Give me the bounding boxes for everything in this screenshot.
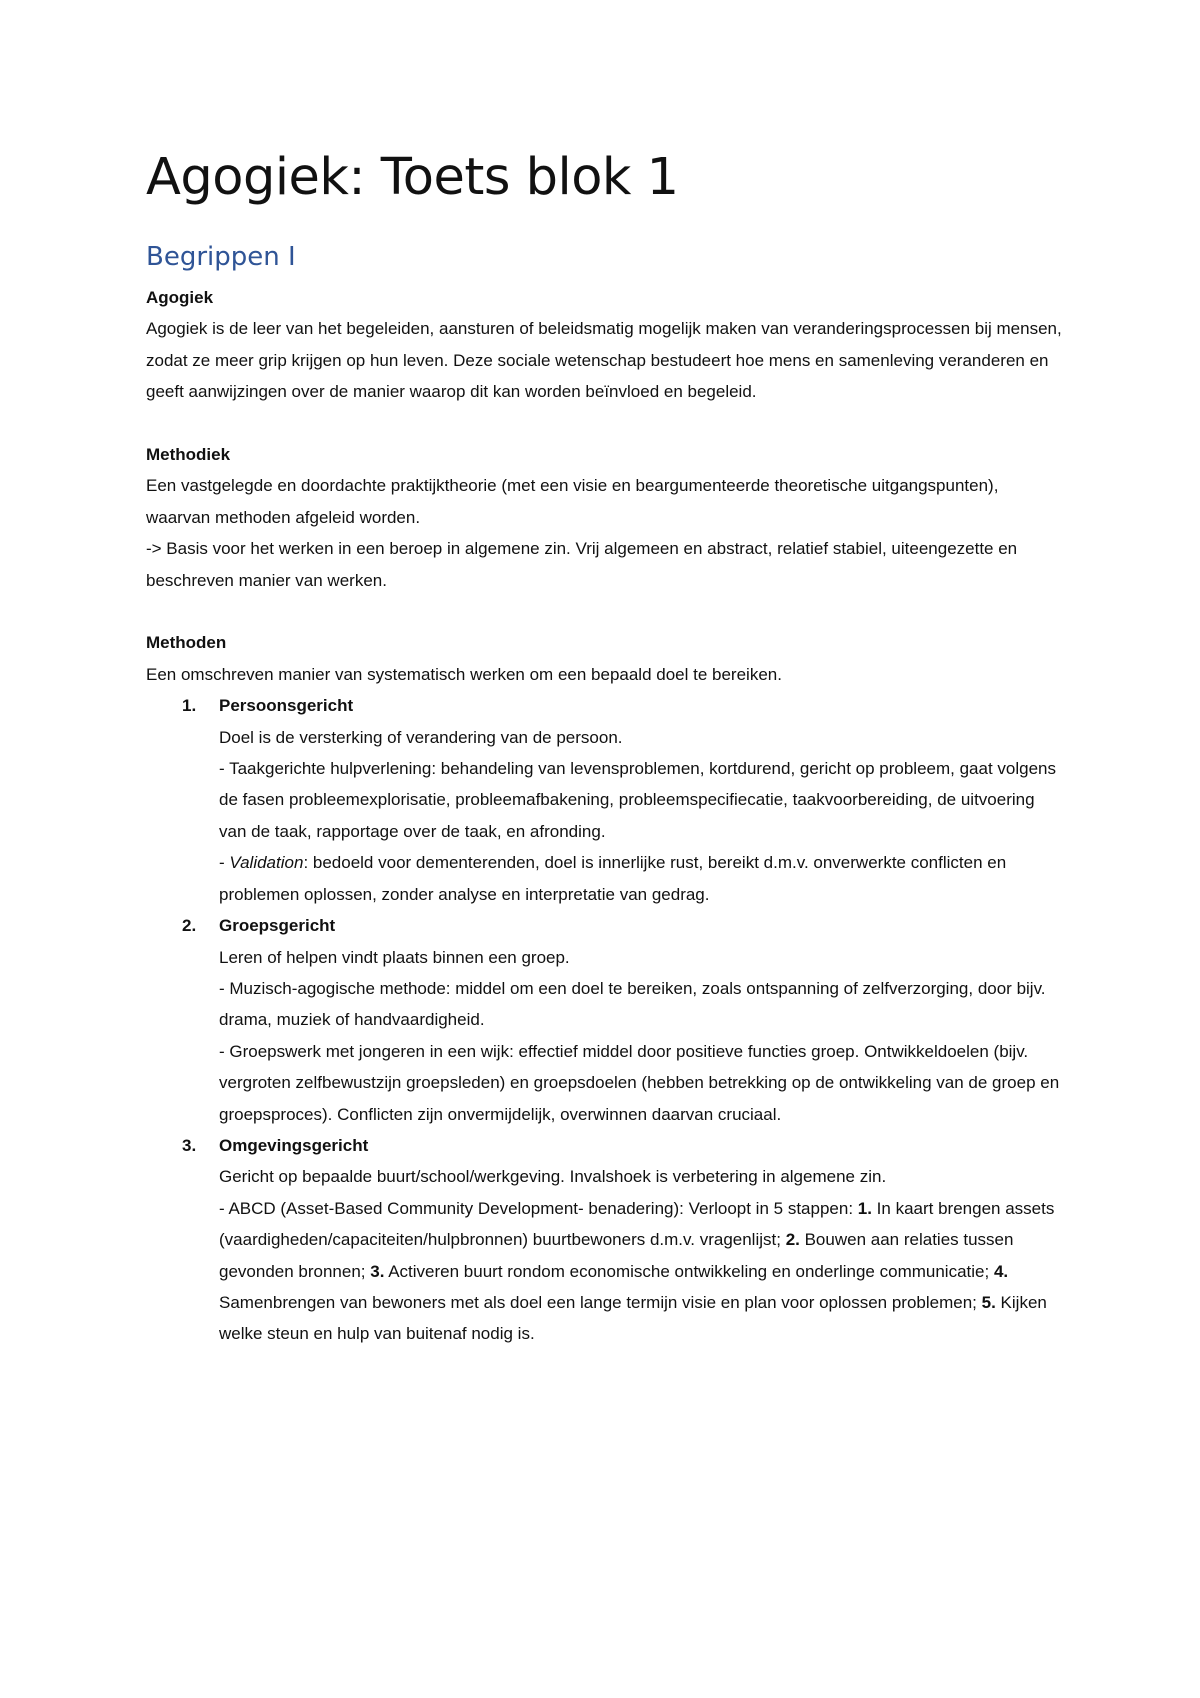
list-number: 3. <box>182 1135 197 1155</box>
paragraph-spacer <box>146 408 1066 439</box>
term-note: -> Basis voor het werken in een beroep in algemene zin. Vrij algemeen en abstract, relatief stabiel, uiteengezette en beschreven manier van werken. <box>146 539 1018 590</box>
method-point: - Muzisch-agogische methode: middel om een doel te bereiken, zoals ontspanning of zelfverzorging, door bijv. drama, muziek of handvaardigheid. <box>219 978 1046 1030</box>
document-body <box>146 282 1066 1350</box>
method-intro: Leren of helpen vindt plaats binnen een groep. <box>219 947 570 967</box>
section-heading: Begrippen I <box>146 242 296 272</box>
point-text: : bedoeld voor dementerenden, doel is innerlijke rust, bereikt d.m.v. onverwerkte conflicten en problemen oplossen, zonder analyse en interpretatie van gedrag. <box>219 853 1007 904</box>
document-title: Agogiek: Toets blok 1 <box>146 148 679 207</box>
method-title: Groepsgericht <box>219 916 336 936</box>
step-text: Kijken welke steun en hulp van buitenaf nodig is. <box>219 1292 1047 1344</box>
term-title: Methoden <box>146 633 227 653</box>
list-number: 2. <box>182 916 197 936</box>
method-item-omgevingsgericht <box>146 1130 1066 1350</box>
step-number: 3. <box>370 1261 385 1281</box>
step-number: 1. <box>857 1198 872 1218</box>
term-methoden <box>146 627 1066 1349</box>
paragraph-spacer <box>146 596 1066 627</box>
method-point <box>219 1193 1066 1350</box>
method-intro: Doel is de versterking of verandering van de persoon. <box>219 727 623 747</box>
method-item-persoonsgericht <box>146 690 1066 910</box>
methods-list <box>146 690 1066 1350</box>
list-number: 1. <box>182 696 197 716</box>
abcd-lead: - ABCD (Asset-Based Community Development- benadering): Verloopt in 5 stappen: <box>219 1198 858 1218</box>
term-title: Methodiek <box>146 445 231 465</box>
method-item-groepsgericht <box>146 910 1066 1130</box>
method-point: - Groepswerk met jongeren in een wijk: effectief middel door positieve functies groep. Ontwikkeldoelen (bijv. vergroten zelfbewustzijn groepsleden) en groepsdoelen (hebben betrekking op de ontwikkeling van de groep en groepsproces). Conflicten zijn onvermijdelijk, overwinnen daarvan cruciaal. <box>219 1041 1060 1124</box>
term-definition: Een omschreven manier van systematisch werken om een bepaald doel te bereiken. <box>146 664 782 684</box>
step-text: Samenbrengen van bewoners met als doel een lange termijn visie en plan voor oplossen problemen; <box>219 1292 982 1312</box>
step-number: 4. <box>993 1261 1009 1281</box>
method-intro: Gericht op bepaalde buurt/school/werkgeving. Invalshoek is verbetering in algemene zin. <box>219 1167 887 1187</box>
method-title: Omgevingsgericht <box>219 1135 369 1155</box>
step-number: 2. <box>785 1230 800 1250</box>
term-title: Agogiek <box>146 288 214 307</box>
point-prefix: - <box>219 853 230 873</box>
method-title: Persoonsgericht <box>219 696 354 716</box>
method-point <box>219 847 1066 910</box>
step-text: Activeren buurt rondom economische ontwikkeling en onderlinge communicatie; <box>384 1261 994 1281</box>
term-methodiek <box>146 439 1066 596</box>
method-point: - Taakgerichte hulpverlening: behandeling van levensproblemen, kortdurend, gericht op probleem, gaat volgens de fasen probleemexplorisatie, probleemafbakening, probleemspecifiecatie, taakvoorbereiding, de uitvoering van de taak, rapportage over de taak, en afronding. <box>219 759 1057 841</box>
point-term: Validation <box>229 853 304 873</box>
step-text: Bouwen aan relaties tussen gevonden bronnen; <box>219 1230 1014 1281</box>
term-definition: Agogiek is de leer van het begeleiden, aansturen of beleidsmatig mogelijk maken van veranderingsprocessen bij mensen, zodat ze meer grip krijgen op hun leven. Deze sociale wetenschap bestudeert hoe mens en samenleving veranderen en geeft aanwijzingen over de manier waarop dit kan worden beïnvloed en begeleid. <box>146 319 1062 402</box>
term-agogiek <box>146 282 1066 408</box>
step-number: 5. <box>981 1292 996 1312</box>
term-definition: Een vastgelegde en doordachte praktijktheorie (met een visie en beargumenteerde theoretische uitgangspunten), waarvan methoden afgeleid worden. <box>146 476 999 527</box>
step-text: In kaart brengen assets (vaardigheden/capaciteiten/hulpbronnen) buurtbewoners d.m.v. vragenlijst; <box>219 1198 1055 1250</box>
